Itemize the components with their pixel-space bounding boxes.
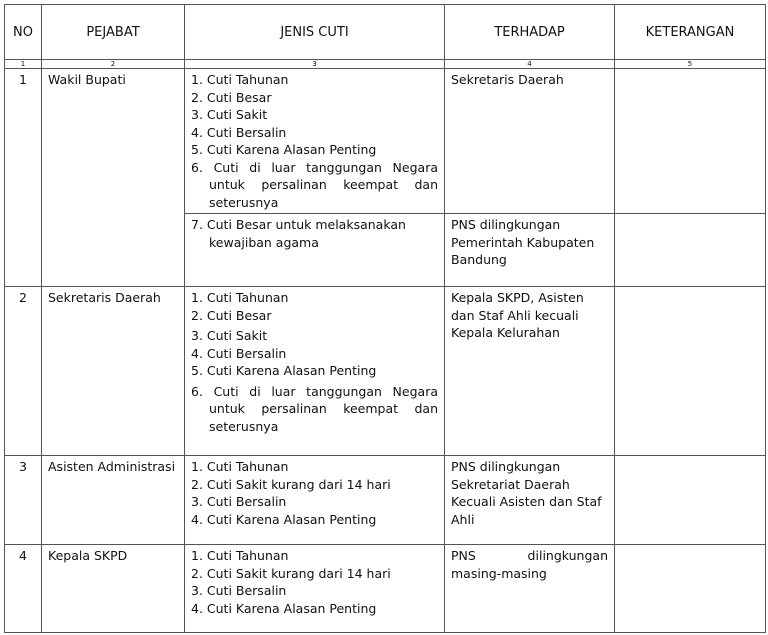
table-row (5, 69, 766, 214)
column-number: 3 (185, 60, 445, 69)
keterangan-cell (615, 287, 766, 456)
keterangan-cell (615, 214, 766, 287)
keterangan-cell (615, 456, 766, 545)
column-number-row (5, 60, 766, 69)
leave-type-item: 2. Cuti Sakit kurang dari 14 hari (191, 565, 391, 581)
header-no: NO (5, 5, 42, 60)
jenis-cuti-cell (185, 69, 445, 214)
row-number: 2 (5, 287, 42, 456)
leave-type-item: 4. Cuti Karena Alasan Penting (191, 511, 377, 527)
terhadap-cell: Kepala SKPD, Asisten dan Staf Ahli kecuali Kepala Kelurahan (445, 287, 615, 456)
leave-type-item: 1. Cuti Tahunan (191, 290, 289, 305)
terhadap-cell: PNS dilingkungan Pemerintah Kabupaten Bandung (445, 214, 615, 287)
leave-type-item: 4. Cuti Bersalin (191, 345, 287, 361)
leave-type-item: 6. Cuti di luar tanggungan Negara untuk persalinan keempat dan seterusnya (191, 159, 438, 210)
leave-type-item: 2. Cuti Sakit kurang dari 14 hari (191, 476, 391, 492)
jenis-cuti-cell (185, 214, 445, 287)
header-row (5, 5, 766, 60)
leave-type-item: 1. Cuti Tahunan (191, 72, 289, 87)
jenis-cuti-cell (185, 287, 445, 456)
leave-type-item: 3. Cuti Bersalin (191, 494, 287, 509)
column-number: 4 (445, 60, 615, 69)
header-terhadap: TERHADAP (445, 5, 615, 60)
leave-type-item: 2. Cuti Besar (191, 307, 272, 323)
jenis-cuti-cell (185, 456, 445, 545)
leave-type-item: 4. Cuti Karena Alasan Penting (191, 600, 377, 616)
leave-type-item: 5. Cuti Karena Alasan Penting (191, 142, 377, 157)
terhadap-cell: PNS dilingkungan masing-masing (445, 545, 615, 633)
leave-authority-table (4, 4, 766, 633)
leave-type-item: 3. Cuti Bersalin (191, 583, 287, 598)
jenis-cuti-cell (185, 545, 445, 633)
row-number: 4 (5, 545, 42, 633)
table-row (5, 287, 766, 456)
header-pejabat: PEJABAT (42, 5, 185, 60)
pejabat-cell: Sekretaris Daerah (42, 287, 185, 456)
leave-type-item: 4. Cuti Bersalin (191, 124, 287, 140)
leave-type-item: 7. Cuti Besar untuk melaksanakan kewajiban agama (191, 217, 406, 250)
pejabat-cell: Wakil Bupati (42, 69, 185, 287)
header-keterangan: KETERANGAN (615, 5, 766, 60)
leave-type-item: 1. Cuti Tahunan (191, 548, 289, 563)
leave-type-item: 5. Cuti Karena Alasan Penting (191, 363, 377, 378)
table-row (5, 456, 766, 545)
keterangan-cell (615, 69, 766, 214)
table-row (5, 545, 766, 633)
leave-type-item: 3. Cuti Sakit (191, 107, 268, 122)
row-number: 3 (5, 456, 42, 545)
keterangan-cell (615, 545, 766, 633)
leave-type-item: 6. Cuti di luar tanggungan Negara untuk persalinan keempat dan seterusnya (191, 383, 438, 434)
row-number: 1 (5, 69, 42, 287)
terhadap-cell: Sekretaris Daerah (445, 69, 615, 214)
pejabat-cell: Kepala SKPD (42, 545, 185, 633)
column-number: 1 (5, 60, 42, 69)
column-number: 5 (615, 60, 766, 69)
leave-type-item: 2. Cuti Besar (191, 89, 272, 105)
leave-type-item: 1. Cuti Tahunan (191, 459, 289, 474)
terhadap-cell: PNS dilingkungan Sekretariat Daerah Kecuali Asisten dan Staf Ahli (445, 456, 615, 545)
leave-type-item: 3. Cuti Sakit (191, 328, 268, 343)
column-number: 2 (42, 60, 185, 69)
pejabat-cell: Asisten Administrasi (42, 456, 185, 545)
header-jenis-cuti: JENIS CUTI (185, 5, 445, 60)
